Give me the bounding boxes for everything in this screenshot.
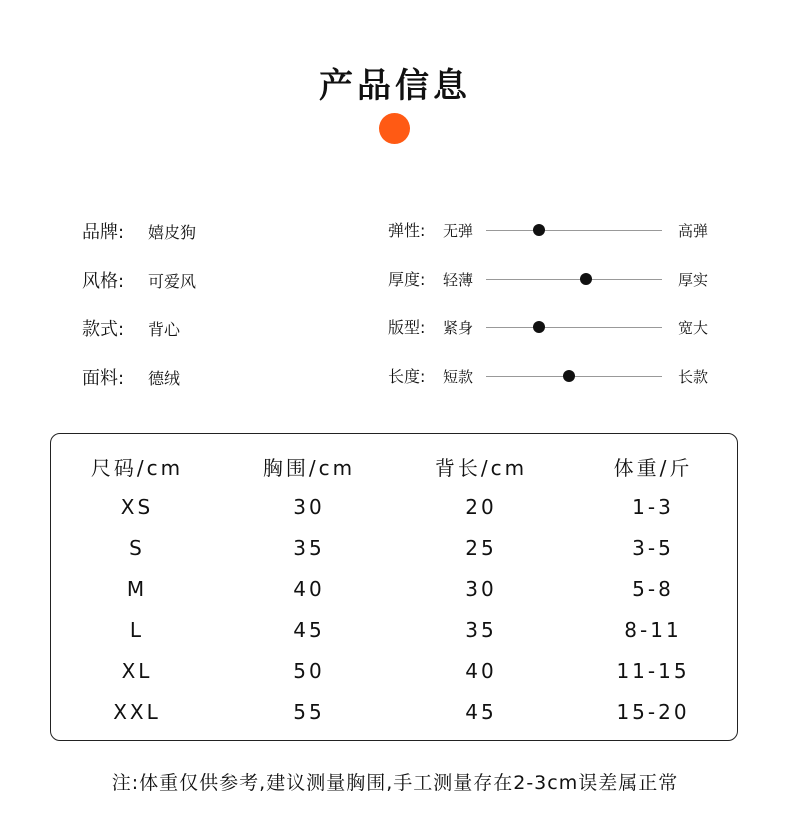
table-cell: 15-20 [616,699,690,724]
column-header: 胸围/cm [262,455,356,480]
info-value: 可爱风 [148,271,197,291]
table-row [51,650,739,691]
attr-max-label: 长款 [678,367,709,386]
attr-scale-track [486,376,662,377]
table-cell: 50 [293,658,325,683]
attr-label: 版型: [388,318,426,337]
attr-label: 长度: [388,366,426,386]
column-header: 背长/cm [434,455,528,480]
table-cell: 11-15 [616,658,690,683]
info-row-type [82,315,196,364]
table-cell: XL [121,658,153,683]
table-cell: XS [120,494,154,519]
info-label: 款式: [82,319,125,340]
table-cell: 40 [465,658,497,683]
info-value: 德绒 [148,368,181,388]
attr-min-label: 紧身 [443,319,474,337]
table-cell: 25 [465,535,497,560]
info-row-style [82,267,196,316]
table-row [51,568,739,609]
attr-row-length [388,364,728,413]
product-info-list [82,218,196,412]
table-cell: L [129,617,145,642]
attr-row-fit [388,315,728,364]
attribute-scales [388,218,728,412]
attr-scale-knob [580,273,592,285]
page-title: 产品信息 [319,66,471,106]
table-cell: 20 [465,494,497,519]
attr-max-label: 宽大 [678,319,709,337]
attr-min-label: 轻薄 [443,270,474,289]
attr-max-label: 高弹 [678,222,709,240]
attr-scale-track [486,279,662,280]
measurement-note: 注:体重仅供参考,建议测量胸围,手工测量存在2-3cm误差属正常 [111,772,679,794]
info-row-brand [82,218,196,267]
attr-scale-track [486,230,662,231]
info-label: 风格: [82,270,125,292]
table-cell: 35 [293,535,325,560]
attr-scale-knob [533,321,545,333]
info-label: 品牌: [82,222,125,243]
table-cell: XXL [113,699,161,724]
table-cell: 3-5 [632,535,674,560]
accent-dot [379,113,410,144]
table-row [51,486,739,527]
size-table-header [51,446,739,486]
attr-max-label: 厚实 [678,270,709,289]
table-cell: 30 [465,576,497,601]
info-row-fabric [82,364,196,413]
table-cell: 35 [465,617,497,642]
attr-label: 弹性: [388,221,426,240]
column-header: 尺码/cm [90,455,184,480]
attr-min-label: 无弹 [443,222,474,240]
table-cell: 45 [465,699,497,724]
table-cell: 45 [293,617,325,642]
table-cell: 1-3 [632,494,674,519]
table-row [51,527,739,568]
size-chart [50,433,738,741]
info-value: 背心 [148,320,181,339]
table-cell: 55 [293,699,325,724]
attr-row-elasticity [388,218,728,267]
attr-scale-knob [533,224,545,236]
table-row [51,691,739,732]
table-cell: 8-11 [624,617,682,642]
info-value: 嬉皮狗 [148,223,197,242]
table-row [51,609,739,650]
table-cell: 40 [293,576,325,601]
table-cell: S [129,535,145,560]
info-label: 面料: [82,367,125,389]
table-cell: 30 [293,494,325,519]
column-header: 体重/斤 [613,455,693,480]
size-table [51,446,739,732]
attr-min-label: 短款 [443,367,474,386]
attr-row-thickness [388,267,728,316]
table-cell: 5-8 [632,576,674,601]
attr-label: 厚度: [388,269,426,289]
table-cell: M [126,576,148,601]
attr-scale-track [486,327,662,328]
attr-scale-knob [563,370,575,382]
